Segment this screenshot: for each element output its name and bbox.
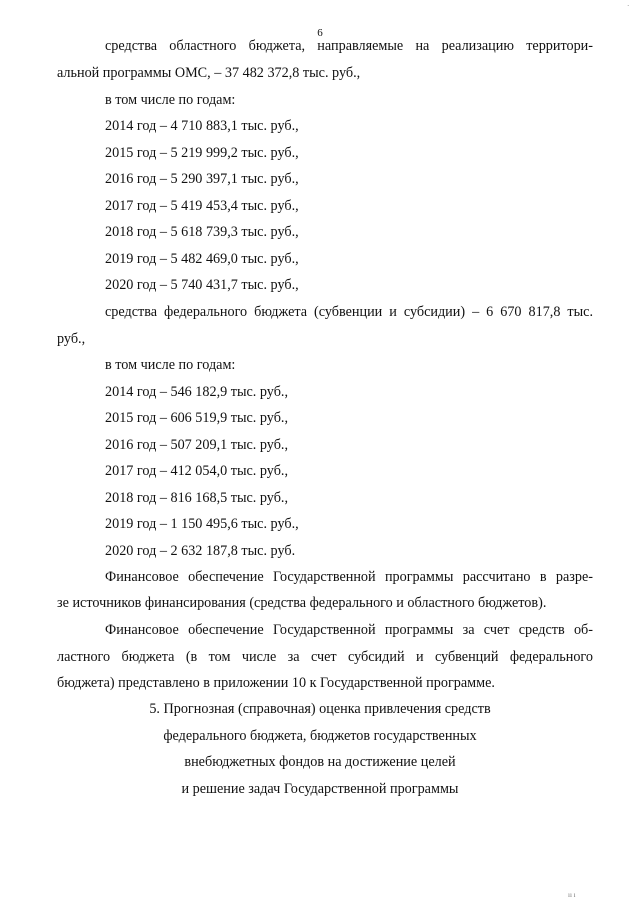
section-heading-line: внебюджетных фондов на достижение целей [184,754,456,770]
page-number: 6 [317,27,323,39]
paragraph-line: средства областного бюджета, направляемые на реализацию территори- [105,38,593,54]
list-item: 2017 год – 5 419 453,4 тыс. руб., [105,198,299,214]
list-item: 2014 год – 4 710 883,1 тыс. руб., [105,118,299,134]
paragraph-line: ластного бюджета (в том числе за счет субсидий и субвенций федерального [57,649,593,665]
list-item: 2020 год – 2 632 187,8 тыс. руб. [105,543,296,559]
list-item: 2015 год – 5 219 999,2 тыс. руб., [105,145,299,161]
paragraph-line: Финансовое обеспечение Государственной программы за счет средств об- [105,622,593,638]
paragraph-line: альной программы ОМС, – 37 482 372,8 тыс. руб., [57,65,361,81]
paragraph-line: в том числе по годам: [105,357,236,373]
section-heading-line: 5. Прогнозная (справочная) оценка привлечения средств [149,701,491,717]
paragraph-line: бюджета) представлено в приложении 10 к Государственной программе. [57,675,495,691]
scan-mark-icon: ıı ı [568,891,576,899]
paragraph-line: Финансовое обеспечение Государственной программы рассчитано в разре- [105,569,593,585]
list-item: 2016 год – 5 290 397,1 тыс. руб., [105,171,299,187]
paragraph-line: средства федерального бюджета (субвенции и субсидии) – 6 670 817,8 тыс. [105,304,593,320]
list-item: 2020 год – 5 740 431,7 тыс. руб., [105,277,299,293]
paragraph-line: в том числе по годам: [105,92,236,108]
paragraph-line: руб., [57,331,86,347]
section-heading-line: федерального бюджета, бюджетов государственных [163,728,477,744]
list-item: 2018 год – 816 168,5 тыс. руб., [105,490,289,506]
list-item: 2019 год – 1 150 495,6 тыс. руб., [105,516,299,532]
list-item: 2017 год – 412 054,0 тыс. руб., [105,463,289,479]
section-heading-line: и решение задач Государственной программы [181,781,459,797]
paragraph-line: зе источников финансирования (средства федерального и областного бюджетов). [57,595,547,611]
list-item: 2019 год – 5 482 469,0 тыс. руб., [105,251,299,267]
list-item: 2015 год – 606 519,9 тыс. руб., [105,410,289,426]
scan-mark-icon: · [627,2,630,10]
list-item: 2016 год – 507 209,1 тыс. руб., [105,437,289,453]
list-item: 2018 год – 5 618 739,3 тыс. руб., [105,224,299,240]
list-item: 2014 год – 546 182,9 тыс. руб., [105,384,289,400]
